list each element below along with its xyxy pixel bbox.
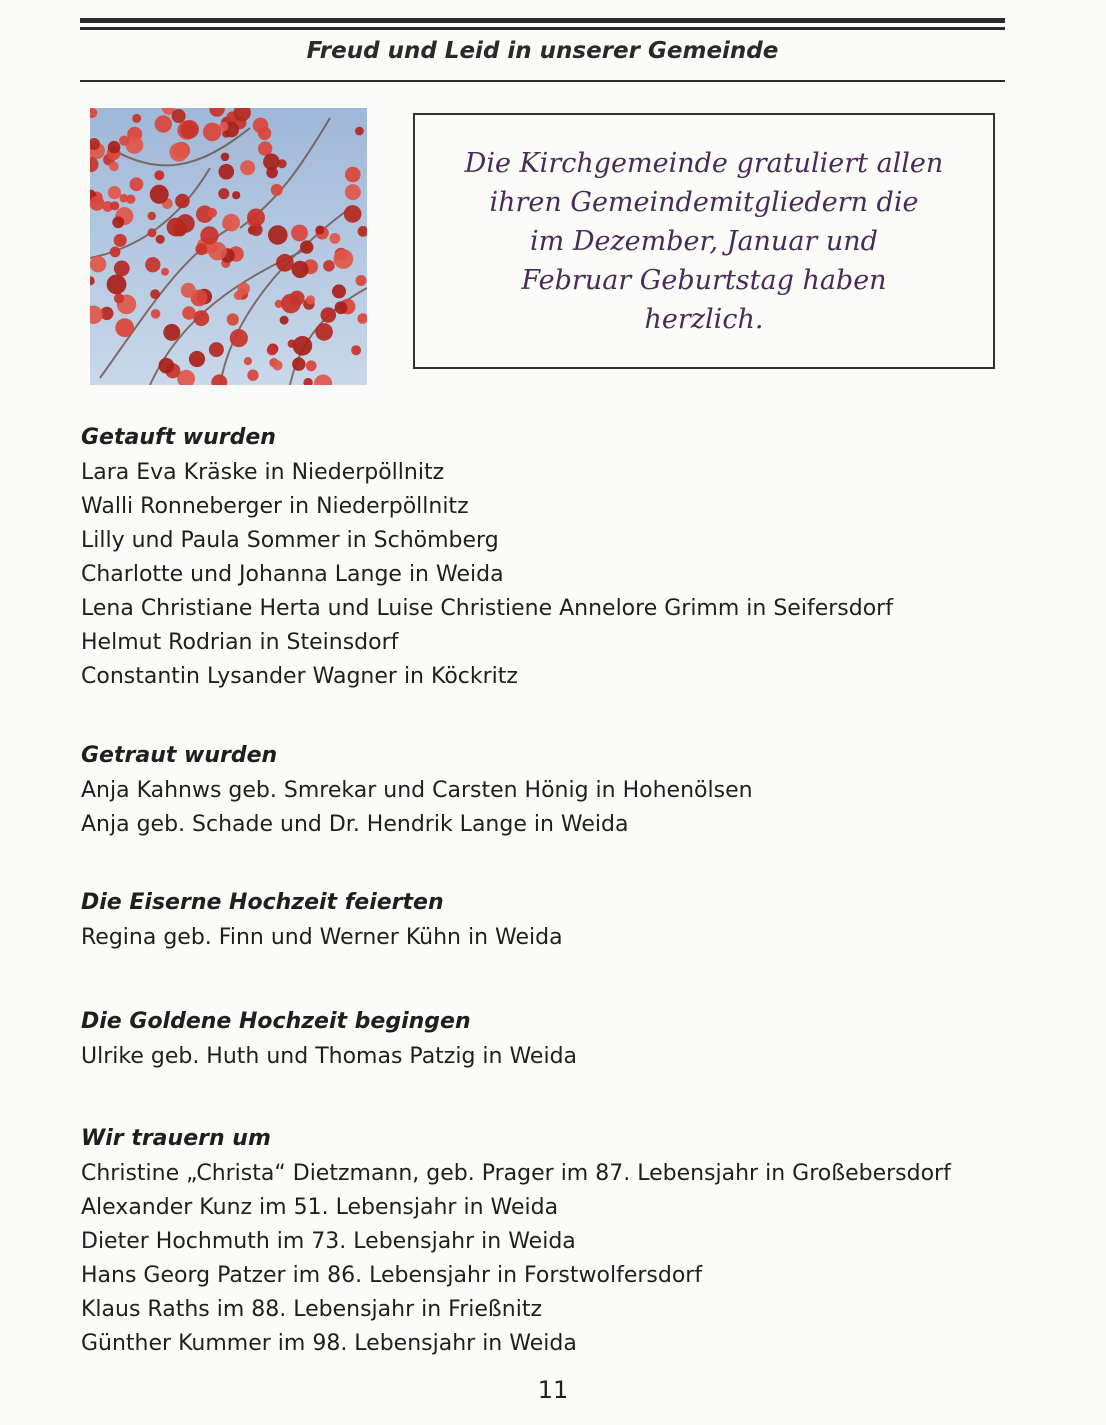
list-item: Günther Kummer im 98. Lebensjahr in Weida [81, 1331, 577, 1356]
section-eiserne-hochzeit [81, 888, 1041, 955]
section-title: Getauft wurden [81, 425, 276, 450]
greeting-line: im Dezember, Januar und [530, 225, 878, 257]
list-item: Charlotte und Johanna Lange in Weida [81, 562, 504, 587]
greeting-line: ihren Gemeindemitgliedern die [489, 186, 919, 218]
list-item: Dieter Hochmuth im 73. Lebensjahr in Weida [81, 1229, 576, 1254]
list-item: Lena Christiane Herta und Luise Christiene Annelore Grimm in Seifersdorf [81, 596, 893, 621]
list-item: Constantin Lysander Wagner in Köckritz [81, 664, 518, 689]
list-item: Helmut Rodrian in Steinsdorf [81, 630, 399, 655]
list-item: Lilly und Paula Sommer in Schömberg [81, 528, 499, 553]
list-item: Ulrike geb. Huth und Thomas Patzig in Weida [81, 1044, 578, 1069]
list-item: Klaus Raths im 88. Lebensjahr in Frießnitz [81, 1297, 543, 1322]
list-item: Regina geb. Finn und Werner Kühn in Weida [81, 925, 563, 950]
page-number: 11 [537, 1376, 569, 1404]
greeting-line: herzlich. [644, 303, 764, 335]
list-item: Hans Georg Patzer im 86. Lebensjahr in Forstwolfersdorf [81, 1263, 703, 1288]
page-heading: Freud und Leid in unserer Gemeinde [306, 38, 779, 64]
birthday-greeting-box [413, 113, 995, 369]
top-double-rule [80, 18, 1005, 30]
section-title: Die Eiserne Hochzeit feierten [81, 890, 444, 915]
list-item: Anja Kahnws geb. Smrekar und Carsten Hönig in Hohenölsen [81, 778, 753, 803]
section-getauft [81, 423, 1041, 694]
list-item: Lara Eva Kräske in Niederpöllnitz [81, 460, 445, 485]
heading-rule [80, 80, 1005, 82]
section-getraut [81, 741, 1041, 842]
section-wir-trauern [81, 1124, 1041, 1361]
list-item: Anja geb. Schade und Dr. Hendrik Lange in Weida [81, 812, 629, 837]
section-goldene-hochzeit [81, 1007, 1041, 1074]
birthday-greeting-text [445, 144, 964, 339]
list-item: Alexander Kunz im 51. Lebensjahr in Weida [81, 1195, 559, 1220]
list-item: Walli Ronneberger in Niederpöllnitz [81, 494, 469, 519]
section-title: Die Goldene Hochzeit begingen [81, 1009, 471, 1034]
section-title: Wir trauern um [81, 1126, 271, 1151]
greeting-line: Die Kirchgemeinde gratuliert allen [464, 147, 944, 179]
list-item: Christine „Christa“ Dietzmann, geb. Prager im 87. Lebensjahr in Großebersdorf [81, 1161, 951, 1186]
berries-photo [90, 108, 367, 385]
section-title: Getraut wurden [81, 743, 278, 768]
greeting-line: Februar Geburtstag haben [521, 264, 887, 296]
